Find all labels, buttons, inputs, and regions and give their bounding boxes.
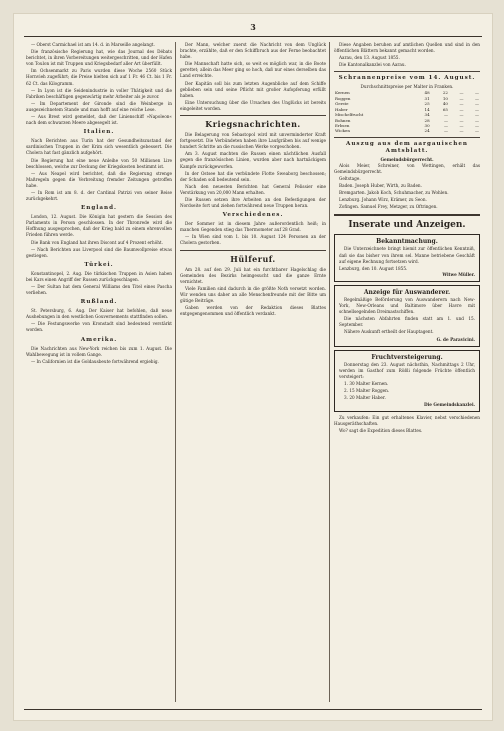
price-cell: 22 bbox=[442, 90, 448, 96]
market-note: Durchschnittspreise per Malter in Franken. bbox=[360, 84, 454, 90]
price-cell: — bbox=[443, 128, 448, 134]
paragraph: Geltstage. bbox=[339, 176, 361, 181]
paragraph: Diese Angaben beruhen auf amtlichen Quellen und sind in den öffentlichen Blättern bekannt gemacht worden. bbox=[334, 42, 480, 54]
paragraph: Die Belagerung von Sebastopol wird mit unverminderter Kraft fortgesetzt. Die Verbündeten haben ihre Laufgräben bis auf wenige hundert Schritte an die russischen Werke vorgeschoben. bbox=[180, 132, 326, 150]
italy-news bbox=[26, 138, 172, 202]
paragraph: Bremgarten. Jakob Koch, Schuhmacher, zu Wohlen. bbox=[339, 190, 449, 196]
price-cell: 65 bbox=[442, 106, 448, 112]
price-cell: — bbox=[475, 106, 479, 112]
paragraph: Wo? sagt die Expedition dieses Blattes. bbox=[339, 428, 423, 434]
paragraph: Aarau, den 13. August 1855. bbox=[339, 55, 400, 61]
paragraph: 2. 15 Malter Roggen. bbox=[344, 387, 390, 393]
price-cell: 28 bbox=[424, 117, 430, 123]
price-row bbox=[334, 128, 480, 133]
paragraph: Im Ochsenmarkt zu Paris wurden diese Woche 2560 Stück Hornvieh zugeführt; die Preise hielten sich auf 1 Fr. 46 Ct. bis 1 Fr. 62 Ct. das Kilogramm. bbox=[26, 68, 172, 86]
paragraph: London, 12. August. Die Königin hat gestern die Session des Parlaments in Person geschlossen. In der Thronrede wird die Hoffnung ausgesprochen, daß der Krieg bald zu einem ehrenvollen Frieden führen werde. bbox=[26, 214, 172, 238]
price-cell: 30 bbox=[424, 122, 430, 128]
grain-name: Bohnen bbox=[335, 117, 351, 123]
top-rule bbox=[24, 36, 482, 37]
notice-title: Bekanntmachung. bbox=[376, 238, 438, 246]
section-heading-ads: Inserate und Anzeigen. bbox=[348, 220, 466, 231]
column-3 bbox=[334, 42, 480, 702]
paragraph: Nach den neuesten Berichten hat General Pelissier eine Verstärkung von 20,000 Mann erhalten. bbox=[180, 183, 326, 195]
auction-ad-box bbox=[334, 350, 480, 413]
paragraph: Konstantinopel, 2. Aug. Die türkischen Truppen in Asien haben bei Kars einen Angriff der Russen zurückgeschlagen. bbox=[26, 270, 172, 282]
paragraph: — Nach Berichten aus Liverpool sind die Baumwollpreise etwas gestiegen. bbox=[26, 246, 172, 258]
price-cell: — bbox=[459, 112, 464, 118]
gazette-entries bbox=[334, 163, 480, 211]
price-cell: 48 bbox=[424, 90, 430, 96]
section-heading-war-news: Kriegsnachrichten. bbox=[205, 119, 301, 130]
paragraph: Viele Familien sind dadurch in die größte Noth versetzt worden. Wir wenden uns daher an alle Menschenfreunde mit der Bitte um gütige Beiträge. bbox=[180, 285, 326, 303]
price-cell: — bbox=[459, 128, 464, 134]
price-cell: — bbox=[459, 106, 464, 112]
official-notice bbox=[334, 42, 480, 68]
emigrant-ad-title: Anzeige für Auswanderer. bbox=[363, 288, 451, 296]
bottom-rule bbox=[24, 709, 482, 710]
price-cell: — bbox=[475, 128, 479, 134]
grain-name: Wicken bbox=[335, 128, 350, 134]
paragraph: Lenzburg. Johann Wirz, Krämer, zu Seon. bbox=[339, 197, 427, 203]
price-cell: — bbox=[475, 95, 479, 101]
price-table bbox=[334, 90, 480, 133]
column-1 bbox=[26, 42, 172, 702]
paragraph: Am 28. auf den 29. Juli hat ein furchtbarer Hagelschlag die Gemeinden des Bezirks heimgesucht und die ganze Ernte vernichtet. bbox=[180, 266, 326, 284]
grain-name: Haber bbox=[335, 106, 348, 112]
column-divider bbox=[175, 42, 176, 702]
section-heading-italy: Italien. bbox=[83, 129, 115, 136]
notice-text: Die Unterzeichnete bringt hiemit zur öffentlichen Kenntniß, daß sie das bisher von ihrem sel. Manne betriebene Geschäft auf eigene Rechnung fortsetzen wird. bbox=[339, 246, 475, 264]
price-cell: — bbox=[459, 90, 464, 96]
price-cell: — bbox=[443, 112, 448, 118]
paragraph: — In Lyon ist die Seidenindustrie in voller Thätigkeit und die Fabriken beschäftigen gegenwärtig mehr Arbeiter als je zuvor. bbox=[26, 87, 172, 99]
paragraph: — In Californien ist die Goldausbeute fortwährend ergiebig. bbox=[31, 358, 159, 364]
paragraph: Die Russen setzen ihre Arbeiten an den Befestigungen der Nordseite fort und ziehen fortwährend neue Truppen heran. bbox=[180, 196, 326, 209]
paragraph: Die französische Regierung hat, wie das Journal des Débats berichtet, in ihren Vorbereitungen weitergeschritten, und der Hafen von Toulon ist mit Truppen und Kriegsbedarf aller Art überfüllt. bbox=[26, 49, 172, 67]
price-cell: — bbox=[459, 117, 464, 123]
paragraph: Baden. Joseph Huber, Wirth, zu Baden. bbox=[339, 183, 422, 189]
auction-ad-text bbox=[339, 362, 475, 402]
emigrant-ad-signature: G. de Paravicini. bbox=[436, 336, 475, 342]
paragraph: 3. 20 Malter Haber. bbox=[344, 395, 386, 401]
section-heading-america: Amerika. bbox=[80, 336, 118, 343]
turkey-news bbox=[26, 271, 172, 296]
price-cell: — bbox=[475, 122, 479, 128]
price-cell: — bbox=[475, 101, 479, 107]
paragraph: — In Rom ist am 8. d. der Cardinal Patrizi von seiner Reise zurückgekehrt. bbox=[26, 189, 172, 202]
america-news bbox=[26, 346, 172, 365]
auction-ad-title: Fruchtversteigerung. bbox=[371, 353, 443, 361]
grain-name: Roggen bbox=[335, 95, 351, 101]
paragraph: Die Regierung hat eine neue Anleihe von 50 Millionen Lire beschlossen, welche zur Deckung der Kriegskosten bestimmt ist. bbox=[26, 157, 172, 169]
section-heading-russia: Rußland. bbox=[80, 299, 118, 306]
price-cell: — bbox=[475, 112, 479, 118]
paragraph: Eine Untersuchung über die Ursachen des Unglücks ist bereits eingeleitet worden. bbox=[180, 99, 326, 111]
paragraph: — Die Festungswerke von Kronstadt sind bedeutend verstärkt worden. bbox=[26, 321, 172, 333]
price-cell: 40 bbox=[442, 101, 448, 107]
price-cell: 10 bbox=[442, 95, 448, 101]
price-cell: — bbox=[475, 90, 479, 96]
paragraph: — Im Departement der Gironde sind die Weinberge in ausgezeichnetem Stande und man hofft auf eine reiche Lese. bbox=[26, 100, 172, 112]
gazette-subheading: Gemeindsbürgerrecht. bbox=[380, 156, 434, 162]
price-cell: — bbox=[475, 117, 479, 123]
paragraph: Die Bank von England hat ihren Discont auf 4 Prozent erhöht. bbox=[31, 239, 163, 245]
shipwreck-report bbox=[180, 42, 326, 112]
paragraph: Die Kantonalkanzlei von Aarau. bbox=[339, 62, 406, 68]
russia-news bbox=[26, 308, 172, 333]
paragraph: — Aus Brest wird gemeldet, daß der Linienschiff »Napoleon« nach dem schwarzen Meere abgesegelt ist. bbox=[26, 114, 172, 126]
paragraph: — Der Sultan hat dem General Williams den Titel eines Pascha verliehen. bbox=[26, 284, 172, 296]
paragraph: 1. 30 Malter Kernen. bbox=[344, 380, 389, 386]
paragraph: Die Nachrichten aus New-York reichen bis zum 1. August. Die Wahlbewegung ist in vollem Gange. bbox=[26, 345, 172, 357]
france-news bbox=[26, 42, 172, 126]
classified-ad bbox=[334, 415, 480, 434]
column-2 bbox=[180, 42, 326, 702]
war-news bbox=[180, 132, 326, 209]
grain-name: Mischelfrucht bbox=[335, 112, 364, 118]
england-news bbox=[26, 214, 172, 259]
divider bbox=[180, 250, 326, 251]
section-heading-appeal: Hülferuf. bbox=[230, 253, 276, 264]
paragraph: Nach Berichten aus Turin hat der Gesundheitszustand der sardinischen Truppen in der Krim sich wesentlich gebessert. Die Cholera hat fast gänzlich aufgehört. bbox=[26, 138, 172, 156]
grain-name: Kernen bbox=[335, 90, 350, 96]
paragraph: Regelmäßige Beförderung von Auswanderern nach New-York, New-Orleans und Baltimore über Havre mit schnellsegelnden Dreimastschiffen. bbox=[339, 296, 475, 315]
paragraph: Der Sommer ist in diesem Jahre außerordentlich heiß; in manchen Gegenden stieg das Thermometer auf 28 Grad. bbox=[180, 221, 326, 233]
paragraph: — In Wien sind vom 1. bis 10. August 124 Personen an der Cholera gestorben. bbox=[180, 234, 326, 246]
double-divider bbox=[334, 214, 480, 216]
emigrant-ad-box bbox=[334, 285, 480, 347]
paragraph: Die nächsten Abfahrten finden statt am 1. und 15. September. bbox=[339, 316, 475, 328]
section-heading-england: England. bbox=[81, 205, 117, 212]
price-cell: — bbox=[459, 95, 464, 101]
column-divider bbox=[329, 42, 330, 702]
grain-name: Erbsen bbox=[335, 122, 350, 128]
price-cell: 34 bbox=[424, 112, 430, 118]
paragraph: Am 3. August machten die Russen einen nächtlichen Ausfall gegen die französischen Linien, wurden aber nach hartnäckigem Kampfe zurückgeworfen. bbox=[180, 151, 326, 169]
price-cell: 25 bbox=[424, 101, 430, 107]
price-cell: — bbox=[459, 101, 464, 107]
notice-signature: Witwe Müller. bbox=[442, 271, 475, 277]
paragraph: Alois Meier, Schreiner, von Wettingen, erhält das Gemeindsbürgerrecht. bbox=[334, 162, 480, 174]
price-cell: — bbox=[443, 117, 448, 123]
paragraph: Nähere Auskunft ertheilt der Hauptagent. bbox=[344, 329, 434, 335]
section-heading-misc: Verschiedenes. bbox=[222, 212, 284, 219]
appeal-text bbox=[180, 267, 326, 318]
divider bbox=[334, 71, 480, 72]
misc-news bbox=[180, 221, 326, 246]
paragraph: Zu verkaufen: Ein gut erhaltenes Klavier, nebst verschiedenen Hausgeräthschaften. bbox=[334, 415, 480, 427]
emigrant-ad-text bbox=[339, 297, 475, 336]
grain-name: Gerste bbox=[335, 101, 349, 107]
page-number: 3 bbox=[250, 22, 256, 32]
paragraph: Der Kapitän soll bis zum letzten Augenblicke auf dem Schiffe geblieben sein und seine Pflicht mit großer Aufopferung erfüllt haben. bbox=[180, 80, 326, 98]
paragraph: — Aus Neapel wird berichtet, daß die Regierung strenge Maßregeln gegen die Verbreitung fremder Zeitungen getroffen habe. bbox=[26, 170, 172, 188]
divider bbox=[334, 137, 480, 138]
price-cell: 31 bbox=[424, 95, 430, 101]
paragraph: Donnerstag den 23. August nächsthin, Nachmittags 2 Uhr, werden im Gasthof zum Rößli folgende Früchte öffentlich versteigert: bbox=[339, 361, 475, 379]
price-cell: 14 bbox=[424, 106, 430, 112]
paragraph: Der Mann, welcher zuerst die Nachricht von dem Unglück brachte, erzählte, daß er den Schiffbruch aus der Ferne beobachtet habe. bbox=[180, 42, 326, 60]
divider bbox=[180, 115, 326, 116]
price-cell: — bbox=[459, 122, 464, 128]
notice-date: Lenzburg, den 10. August 1855. bbox=[339, 265, 408, 271]
paragraph: In der Ostsee hat die verbündete Flotte Sweaborg beschossen; der Schaden soll bedeutend sein. bbox=[180, 170, 326, 182]
section-heading-turkey: Türkei. bbox=[84, 261, 114, 268]
paragraph: St. Petersburg, 6. Aug. Der Kaiser hat befohlen, daß neue Aushebungen in den westlichen Gouvernements stattfinden sollen. bbox=[26, 308, 172, 320]
section-heading-market: Schrannenpreise vom 14. August. bbox=[338, 75, 476, 82]
newspaper-page bbox=[14, 14, 492, 720]
paragraph: Zofingen. Samuel Frey, Metzger, zu Oftringen. bbox=[339, 204, 438, 210]
price-cell: — bbox=[443, 122, 448, 128]
auction-ad-signature: Die Gemeindskanzlei. bbox=[424, 402, 475, 408]
section-heading-gazette: Auszug aus dem aargauischen Amtsblatt. bbox=[346, 140, 468, 154]
notice-box bbox=[334, 234, 480, 281]
paragraph: Die Mannschaft hatte sich, so weit es möglich war, in die Boote gerettet; allein das Meer ging so hoch, daß nur eines derselben das Land erreichte. bbox=[180, 61, 326, 79]
price-cell: 24 bbox=[424, 128, 430, 134]
paragraph: Gaben werden von der Redaktion dieses Blattes entgegengenommen und öffentlich verdankt. bbox=[180, 305, 326, 317]
paragraph: — Oberst Carmichael ist am 14. d. in Marseille angelangt. bbox=[31, 42, 155, 47]
